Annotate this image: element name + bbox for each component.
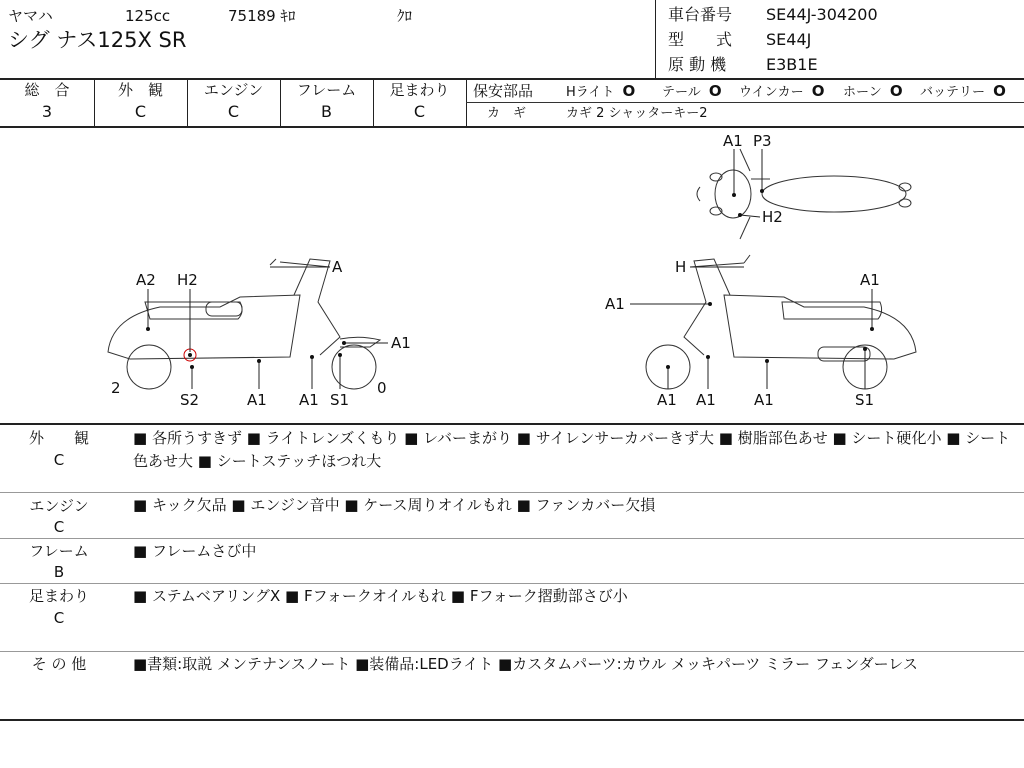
grade-exterior-label: 外 観	[117, 81, 163, 99]
safety-tail-mark: O	[708, 82, 722, 100]
left-label-a1-floor: A1	[247, 391, 267, 409]
divider	[0, 719, 1024, 721]
left-label-a1-front: A1	[391, 334, 411, 352]
remark-suspension-text: ■ ステムベアリングX ■ Fフォークオイルもれ ■ Fフォーク摺動部さび小	[133, 587, 628, 605]
grade-suspension-label: 足まわり	[389, 81, 450, 99]
safety-horn-mark: O	[889, 82, 903, 100]
grade-engine-value: C	[227, 102, 240, 121]
model-name: シグ ナス125X SR	[8, 28, 187, 52]
remark-exterior-text: ■ 各所うすきず ■ ライトレンズくもり ■ レバーまがり ■ サイレンサーカバーきず大 ■ 樹脂部色あせ ■ シート硬化小 ■ シート色あせ大 ■ シートステッチほつれ大	[133, 429, 1011, 470]
left-label-h2: H2	[177, 271, 198, 289]
type-label: 型 式	[668, 30, 733, 49]
safety-label: 保安部品	[473, 82, 534, 100]
safety-winker-mark: O	[811, 82, 825, 100]
divider	[0, 583, 1024, 584]
remark-frame-category: フレーム	[29, 542, 89, 560]
displacement: 125cc	[125, 7, 171, 25]
type-value: SE44J	[766, 30, 812, 49]
remark-frame-text: ■ フレームさび中	[133, 542, 257, 560]
remark-exterior-category: 外 観	[28, 429, 89, 447]
safety-winker	[739, 82, 825, 102]
safety-headlight-mark: O	[622, 82, 636, 100]
engine-value: E3B1E	[766, 55, 818, 74]
top-label-h2: H2	[762, 208, 783, 226]
top-label-a1: A1	[723, 132, 743, 150]
safety-horn-label: ホーン	[843, 85, 882, 100]
safety-headlight-label: Hライト	[566, 85, 615, 100]
remark-other-text: ■書類:取説 メンテナンスノート ■装備品:LEDライト ■カスタムパーツ:カウル メッキパーツ ミラー フェンダーレス	[133, 655, 918, 673]
left-label-0: 0	[377, 379, 387, 397]
color: ｸﾛ	[397, 7, 413, 25]
right-label-a1-tail: A1	[860, 271, 880, 289]
right-label-h: H	[675, 258, 687, 276]
safety-winker-label: ウインカー	[739, 85, 804, 100]
engine-label: 原 動 機	[668, 55, 727, 74]
frame-no: SE44J-304200	[766, 5, 878, 24]
right-label-s1: S1	[855, 391, 875, 409]
remark-engine-category: エンジン	[29, 497, 89, 515]
remark-exterior-grade: C	[53, 451, 65, 469]
safety-battery	[920, 82, 1006, 102]
remark-other-category: そ の 他	[31, 655, 87, 673]
grade-exterior-value: C	[134, 102, 147, 121]
safety-battery-mark: O	[993, 82, 1006, 100]
grade-suspension-value: C	[413, 102, 426, 121]
top-view-scooter	[697, 149, 911, 239]
divider	[0, 492, 1024, 493]
remark-suspension-category: 足まわり	[28, 587, 89, 605]
divider	[0, 651, 1024, 652]
grade-overall-label: 総 合	[24, 81, 70, 99]
left-label-a1-legshield: A1	[299, 391, 319, 409]
divider	[0, 538, 1024, 539]
left-label-s2: S2	[180, 391, 200, 409]
grade-frame-value: B	[321, 102, 332, 121]
maker: ヤマハ	[8, 7, 53, 25]
key-value: カギ 2 シャッターキー2	[566, 106, 708, 121]
top-label-p3: P3	[753, 132, 772, 150]
header-divider	[655, 0, 656, 78]
grade-overall-value: 3	[41, 102, 53, 121]
grade-engine-label: エンジン	[203, 81, 264, 99]
frame-no-label: 車台番号	[668, 5, 733, 24]
damage-diagram	[0, 127, 1024, 423]
safety-tail	[662, 82, 722, 102]
left-label-s1: S1	[330, 391, 350, 409]
remark-engine-grade: C	[53, 518, 65, 536]
right-label-a1-legshield: A1	[696, 391, 716, 409]
safety-headlight	[566, 82, 635, 102]
divider	[0, 423, 1024, 425]
safety-horn	[843, 82, 903, 102]
left-label-a2: A2	[136, 271, 156, 289]
divider	[466, 102, 1024, 103]
right-label-a1-front: A1	[605, 295, 625, 313]
remark-frame-grade: B	[53, 563, 65, 581]
left-label-2: 2	[111, 379, 121, 397]
right-label-a1-wheel: A1	[657, 391, 677, 409]
right-label-a1-floor: A1	[754, 391, 774, 409]
safety-battery-label: バッテリー	[920, 85, 986, 100]
safety-tail-label: テール	[662, 85, 701, 100]
mileage: 75189 ｷﾛ	[228, 7, 296, 25]
left-label-a: A	[332, 258, 343, 276]
remark-engine-text: ■ キック欠品 ■ エンジン音中 ■ ケース周りオイルもれ ■ ファンカバー欠損	[133, 496, 656, 514]
remark-suspension-grade: C	[53, 609, 65, 627]
key-label: カ ギ	[487, 106, 527, 121]
grade-frame-label: フレーム	[296, 81, 357, 99]
